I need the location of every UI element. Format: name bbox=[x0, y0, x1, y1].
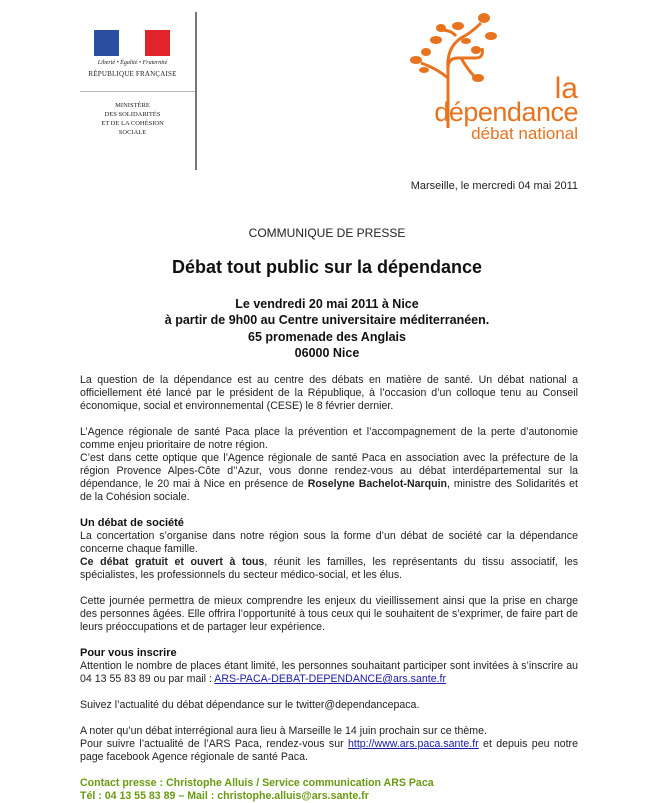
minister-name: Roselyne Bachelot-Narquin bbox=[307, 478, 447, 490]
event-details bbox=[0, 296, 654, 361]
text: , réunit les familles, les représentants du tissu associatif, les spécialistes, les professionnels du secteur médico-social, et les élus. bbox=[80, 556, 579, 581]
page-title: Débat tout public sur la dépendance bbox=[171, 257, 483, 277]
event-address: 65 promenade des Anglais bbox=[248, 329, 406, 344]
paragraph bbox=[80, 738, 578, 764]
ministry-line: MINISTÈRE bbox=[115, 102, 150, 109]
paragraph: Cette journée permettra de mieux comprendre les enjeux du vieillissement ainsi que la prise en charge des personnes âgées. Elle offrira l’opportunité à tous ceux qui le souhaitent de s’exprimer, de faire part de leurs préoccupations et de partager leur expérience. bbox=[80, 595, 578, 633]
logo-republic-name: RÉPUBLIQUE FRANÇAISE bbox=[88, 70, 177, 78]
text: et depuis peu notre page facebook Agence régionale de santé Paca. bbox=[80, 738, 578, 763]
section-heading: Pour vous inscrire bbox=[80, 647, 177, 659]
paragraph: La question de la dépendance est au centre des débats en matière de santé. Un débat national a officiellement été lancé par le président de la République, à l’occasion d’un colloque tenu au Conseil économique, social et environnemental (CESE) le 8 février dernier. bbox=[80, 374, 578, 412]
contact-name: Contact presse : Christophe Alluis / Service communication ARS Paca bbox=[80, 777, 434, 789]
section-heading: Un débat de société bbox=[80, 517, 184, 529]
marianne-flag-icon bbox=[94, 30, 170, 56]
brand-line-dependance: dépendance bbox=[434, 97, 578, 127]
date-line: Marseille, le mercredi 04 mai 2011 bbox=[410, 180, 578, 192]
brand-line-la: la bbox=[554, 72, 578, 105]
press-release-body bbox=[80, 374, 578, 803]
paragraph: A noter qu’un débat interrégional aura lieu à Marseille le 14 juin prochain sur ce thème. bbox=[80, 725, 487, 737]
paragraph bbox=[80, 660, 578, 686]
logo-ministry bbox=[80, 101, 185, 137]
paragraph bbox=[80, 556, 578, 582]
paragraph: La concertation s’organise dans notre région sous la forme d’un débat de société car la dépendance concerne chaque famille. bbox=[80, 530, 578, 555]
text: Pour suivre l’actualité de l’ARS Paca, rendez-vous sur bbox=[80, 738, 348, 750]
text: Attention le nombre de places étant limité, les personnes souhaitant participer sont invitées à s’inscrire au 04 13 55 83 89 ou par mail : bbox=[80, 660, 578, 685]
registration-email-link[interactable]: ARS-PACA-DEBAT-DEPENDANCE@ars.sante.fr bbox=[214, 673, 446, 685]
paragraph: L’Agence régionale de santé Paca place la prévention et l’accompagnement de la perte d’autonomie comme enjeu prioritaire de notre région. bbox=[80, 426, 578, 451]
text: C’est dans cette optique que l’Agence régionale de santé Paca en association avec la préfecture de la région Provence Alpes-Côte d’’Azur, vous donne rendez-vous au débat interdépartemental sur la dépendance, le 20 mai à Nice en présence de bbox=[80, 452, 578, 490]
paragraph bbox=[80, 452, 578, 504]
event-city: 06000 Nice bbox=[294, 345, 360, 360]
republique-francaise-logo bbox=[80, 12, 197, 170]
press-contact bbox=[80, 777, 578, 803]
paragraph: Suivez l’actualité du débat dépendance sur le twitter@dependancepaca. bbox=[80, 699, 420, 711]
event-date: Le vendredi 20 mai 2011 à Nice bbox=[235, 297, 419, 311]
logo-divider bbox=[80, 91, 195, 92]
dependance-debat-logo bbox=[396, 8, 586, 143]
text: , ministre des Solidarités et de la Cohésion sociale. bbox=[80, 478, 578, 503]
ministry-line: DES SOLIDARITÉS bbox=[104, 111, 161, 118]
event-time-venue: à partir de 9h00 au Centre universitaire méditerranéen. bbox=[164, 313, 490, 328]
logo-motto: Liberté • Égalité • Fraternité bbox=[97, 60, 168, 66]
ministry-line: ET DE LA COHÉSION bbox=[101, 120, 164, 127]
ministry-line: SOCIALE bbox=[118, 129, 147, 136]
bold-text: Ce débat gratuit et ouvert à tous bbox=[80, 556, 265, 568]
ars-website-link[interactable]: http://www.ars.paca.sante.fr bbox=[347, 738, 479, 750]
brand-line-subtitle: débat national bbox=[471, 124, 578, 143]
contact-phone-mail: Tél : 04 13 55 83 89 – Mail : christophe.alluis@ars.sante.fr bbox=[80, 790, 369, 802]
press-release-label: COMMUNIQUE DE PRESSE bbox=[248, 226, 406, 240]
